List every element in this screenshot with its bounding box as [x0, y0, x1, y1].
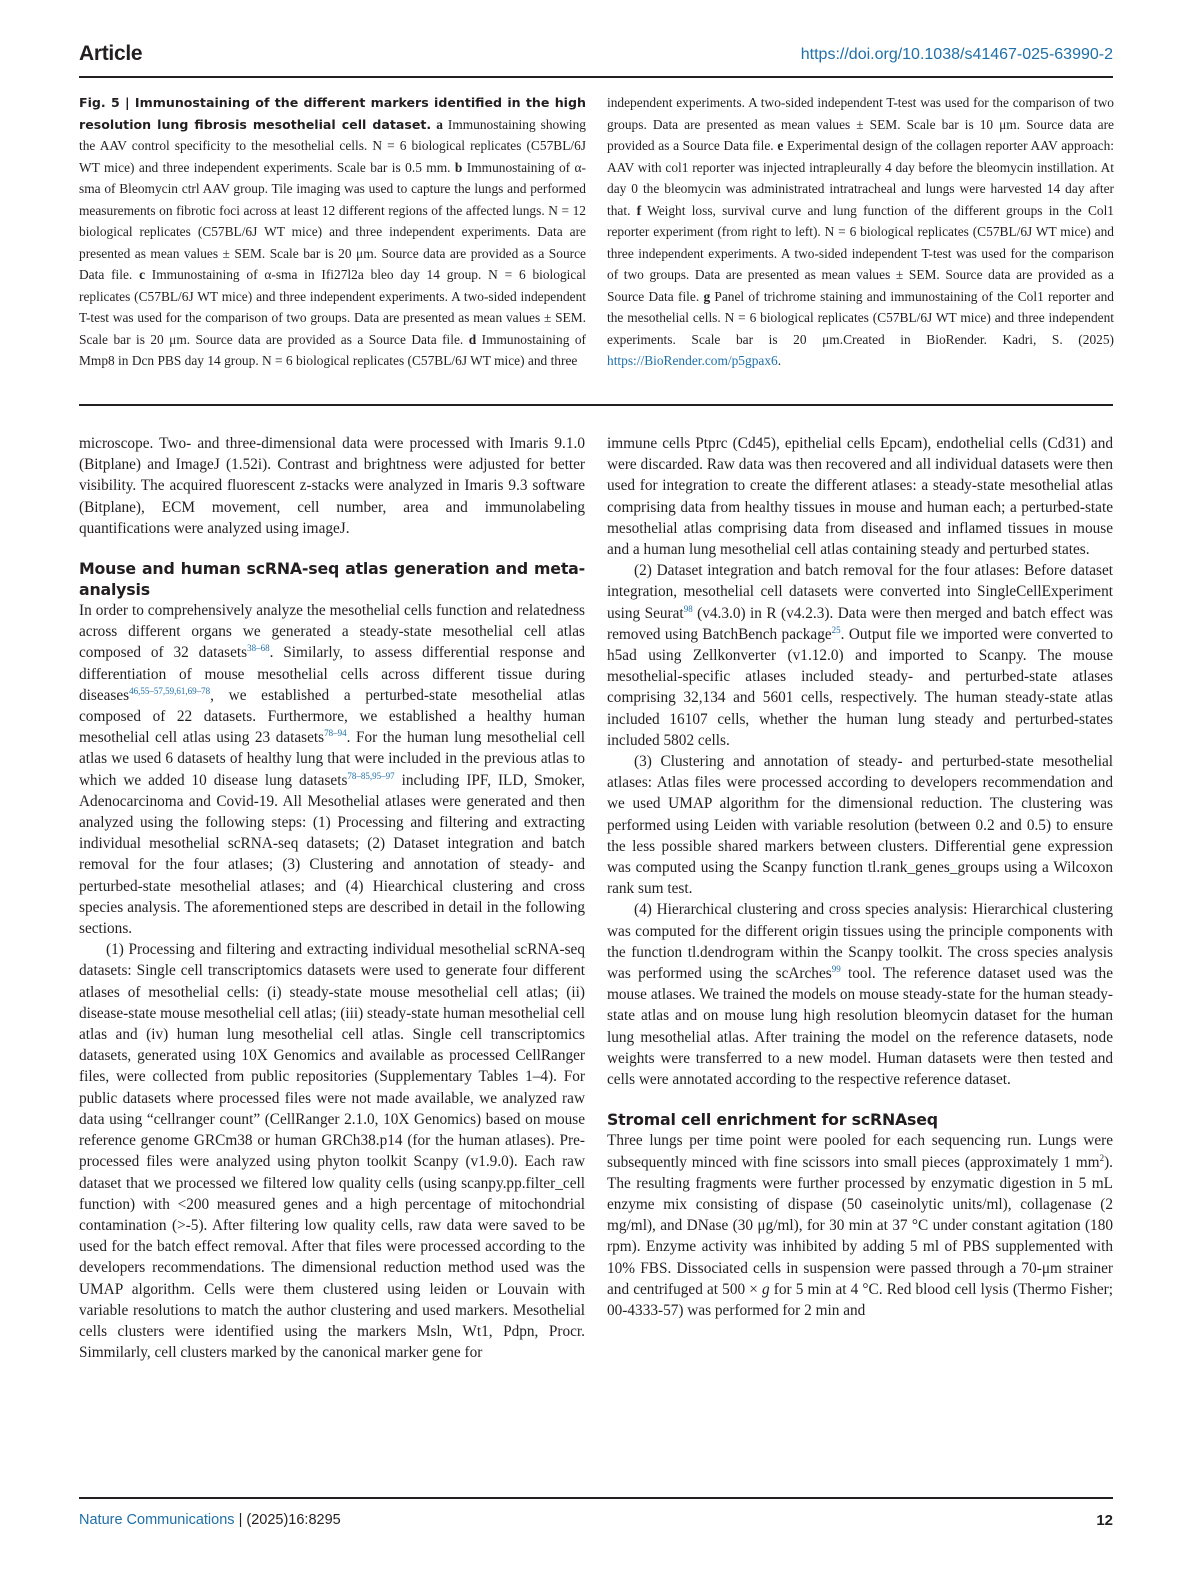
- page-header: [79, 42, 1113, 70]
- panel-c-label: c: [139, 267, 146, 282]
- footer-rule: [79, 1497, 1113, 1499]
- text: (2) Dataset integration and batch removal for the four atlases: Before dataset integration, mesothelial cell datasets were converted into SingleCellExperiment using Seurat: [607, 562, 1113, 622]
- text: Three lungs per time point were pooled for each sequencing run. Lungs were subsequently minced with fine scissors into small pieces (approximately 1 mm: [607, 1132, 1113, 1171]
- figure-title: Immunostaining of the different markers identified in the high resolution lung fibrosis mesothelial cell dataset.: [79, 95, 586, 132]
- panel-f-label: f: [636, 202, 642, 218]
- panel-f-text: Weight loss, survival curve and lung function of the different groups in the Col1 reporter experiment (from right to left). N = 6 biological replicates (C57BL/6J WT mice) and three independent experiments. A two-sided independent T-test was used for the comparison of two groups. Data are presented as mean values ± SEM. Source data are provided as a Source Data file.: [607, 202, 1114, 304]
- panel-a-label: a: [436, 116, 443, 132]
- paragraph-stromal: [607, 1130, 1113, 1321]
- reference-link[interactable]: 38–68: [247, 643, 270, 654]
- paragraph: immune cells Ptprc (Cd45), epithelial cells Epcam), endothelial cells (Cd31) and were discarded. Raw data was then recovered and all individual datasets were then used for integration to create the different atlases: a steady-state mesothelial atlas comprising data from healthy tissues in mouse and human each; a perturbed-state mesothelial atlas comprising data from diseased and inflamed tissues in mouse and a human lung mesothelial cell atlas containing steady and perturbed states.: [607, 435, 1113, 559]
- header-rule: [79, 76, 1113, 78]
- paragraph-step-3: (3) Clustering and annotation of steady- and perturbed-state mesothelial atlases: Atlas files were processed according to developers recommendation and we used UMAP algorithm for the dimensional reduction. The clustering was performed using Leiden with variable resolution (between 0.2 and 0.5) to ensure the less possible shared markers between clusters. Differential gene expression was computed using the Scanpy function tl.rank_genes_groups using a Wilcoxon rank sum test.: [607, 753, 1113, 898]
- reference-link[interactable]: 99: [831, 964, 841, 975]
- reference-link[interactable]: 78–85,95–97: [347, 770, 395, 781]
- doi-link[interactable]: https://doi.org/10.1038/s41467-025-63990-2: [800, 46, 1113, 63]
- paragraph-step-2: [607, 560, 1113, 751]
- text: (4) Hierarchical clustering and cross species analysis: Hierarchical clustering was computed for the different origin tissues using the principle components with the function tl.dendrogram within the Scanpy toolkit. The cross species analysis was performed using the scArches: [607, 901, 1113, 983]
- reference-link[interactable]: 98: [683, 603, 693, 614]
- text: In order to comprehensively analyze the mesothelial cells function and relatedness across different organs we generated a steady-state mesothelial cell atlas composed of 32 datasets: [79, 602, 585, 662]
- body-column-right: [607, 433, 1113, 1321]
- figure-caption-left: [79, 92, 586, 372]
- panel-g-text: Panel of trichrome staining and immunostaining of the Col1 reporter and the mesothelial cells. N = 6 biological replicates (C57BL/6J WT mice) and three independent experiments. Scale bar is 20 μm.Created in BioRender. Kadri, S. (2025): [607, 288, 1114, 347]
- paragraph-step-4: [607, 899, 1113, 1090]
- body-column-left: [79, 433, 585, 1363]
- caption-rule: [79, 404, 1113, 406]
- text: (v4.3.0) in R (v4.2.3). Data were then merged and batch effect was removed using BatchBench package: [607, 604, 1113, 643]
- section-label: Article: [79, 42, 143, 65]
- paragraph-atlas-intro: [79, 600, 585, 939]
- panel-a-text: Immunostaining showing the AAV control specificity to the mesothelial cells. N = 6 biological replicates (C57BL/6J WT mice) and three independent experiments. Scale bar is 0.5 mm.: [79, 116, 586, 175]
- section-heading-stromal: Stromal cell enrichment for scRNAseq: [607, 1110, 938, 1130]
- text: ). The resulting fragments were further processed by enzymatic digestion in 5 mL enzyme mix consisting of dispase (50 caseinolytic units/ml), collagenase (2 mg/ml), and DNase (30 μg/ml), for 30 min at 37 °C under constant agitation (180 rpm). Enzyme activity was inhibited by adding 5 ml of PBS supplemented with 10% FBS. Dissociated cells in suspension were passed through a 70-μm strainer and centrifuged at 500 ×: [607, 1153, 1113, 1298]
- reference-link[interactable]: 25: [831, 624, 841, 635]
- page-number: 12: [1096, 1512, 1113, 1529]
- journal-name[interactable]: Nature Communications: [79, 1512, 235, 1528]
- text: including IPF, ILD, Smoker, Adenocarcinoma and Covid-19. All Mesothelial atlases were generated and then analyzed using the following steps: (1) Processing and filtering and extracting individual mesothelial scRNA-seq datasets; (2) Dataset integration and batch removal for the four atlases; (3) Clustering and annotation of steady- and perturbed-state mesothelial atlases; and (4) Hiearchical clustering and cross species analysis. The aforementioned steps are described in detail in the following sections.: [79, 771, 585, 938]
- reference-link[interactable]: 46,55–57,59,61,69–78: [129, 685, 211, 696]
- panel-d-label: d: [468, 331, 477, 347]
- figure-label: Fig. 5 |: [79, 95, 135, 110]
- panel-b-text: Immunostaining of α-sma of Bleomycin ctrl AAV group. Tile imaging was used to capture the lungs and performed measurements on fibrotic foci across at least 12 different regions of the affected lungs. N = 12 biological replicates (C57BL/6J WT mice) and three independent experiments. Data are presented as mean values ± SEM. Scale bar is 20 μm. Source data are provided as a Source Data file.: [79, 159, 587, 282]
- text: . Similarly, to assess differential response and differentiation of mouse mesothelial cells across different tissue during diseases: [79, 644, 585, 704]
- italic-g: g: [762, 1280, 770, 1298]
- text: tool. The reference dataset used was the mouse atlases. We trained the models on mouse steady-state for the human steady-state atlas and on mouse lung high resolution bleomycin dataset for the human lung mesothelial atlas. After training the model on the reference datasets, node weights were transferred to a new model. Human datasets were then tested and cells were annotated according to the respective reference dataset.: [607, 965, 1113, 1089]
- panel-b-label: b: [454, 159, 463, 175]
- panel-e-text: Experimental design of the collagen reporter AAV approach: AAV with col1 reporter was injected intrapleurally 4 day before the bleomycin instillation. At day 0 the bleomycin was administrated intratracheal and lungs were harvested 14 day after that.: [607, 138, 1115, 218]
- text: , we established a perturbed-state mesothelial atlas composed of 22 datasets. Furthermore, we established a healthy human mesothelial cell atlas using 23 datasets: [79, 686, 585, 747]
- paragraph-step-1: (1) Processing and filtering and extracting individual mesothelial scRNA-seq datasets: Single cell transcriptomics datasets were used to generate four different atlases of mesothelial cells: (i) steady-state mouse mesothelial cell atlas; (ii) disease-state mouse mesothelial cell atlas; (iii) steady-state human mesothelial cell atlas and (iv) human lung mesothelial cell atlas. Single cell transcriptomics datasets, generated using 10X Genomics and available as processed CellRanger files, were collected from public repositories (Supplementary Tables 1–4). For public datasets where processed files were not made available, we analyzed raw data using “cellranger count” (CellRanger 2.1.0, 10X Genomics) based on mouse reference genome GRCm38 or human GRCh38.p14 (for the human atlases). Pre-processed files were analyzed using phyton toolkit Scanpy (v1.9.0). Each raw dataset that we processed we filtered low quality cells (using scanpy.pp.filter_cell function) with <200 measured genes and a high percentage of mitochondrial contamination (>-5). After filtering low quality cells, raw data were saved to be used for the batch effect removal. After that files were processed according to the developers recommendations. The dimensional reduction method used was the UMAP algorithm. Cells were them clustered using leiden or Louvain with variable resolutions to match the author clustering and used markers. Mesothelial cells clusters were identified using the markers Msln, Wt1, Pdpn, Procr. Simmilarly, cell clusters marked by the canonical marker gene for: [79, 941, 585, 1362]
- panel-d-text: Immunostaining of Mmp8 in Dcn PBS day 14 group. N = 6 biological replicates (C57BL/6J WT mice) and three: [79, 331, 586, 368]
- text: . Output file we imported were converted to h5ad using Zellkonverter (v1.12.0) and imported to Scanpy. The mouse mesothelial-specific atlases included steady- and perturbed-state atlases comprising 32,134 and 5601 cells, respectively. The human steady-state atlas included 16107 cells, whether the human lung steady and perturbed-states included 5802 cells.: [607, 625, 1114, 749]
- text: . For the human lung mesothelial cell atlas we used 6 datasets of healthy lung that were included in the previous atlas to which we added 10 disease lung datasets: [79, 729, 585, 789]
- reference-link[interactable]: 78–94: [324, 728, 347, 739]
- citation: | (2025)16:8295: [234, 1512, 341, 1528]
- page-footer: [79, 1512, 1113, 1534]
- panel-e-label: e: [777, 138, 784, 153]
- caption-end: .: [777, 353, 782, 368]
- paragraph: microscope. Two- and three-dimensional data were processed with Imaris 9.1.0 (Bitplane) and ImageJ (1.52i). Contrast and brightness were adjusted for better visibility. The acquired fluorescent z-stacks were analyzed in Imaris 9.3 software (Bitplane), ECM movement, cell number, area and immunolabeling quantifications were analyzed using imageJ.: [79, 435, 585, 537]
- panel-g-label: g: [703, 288, 711, 304]
- figure-caption-right: [607, 92, 1114, 372]
- text: for 5 min at 4 °C. Red blood cell lysis (Thermo Fisher; 00-4333-57) was performed for 2 min and: [607, 1280, 1113, 1319]
- section-heading-atlas: Mouse and human scRNA-seq atlas generation and meta-analysis: [79, 559, 585, 600]
- superscript: 2: [1099, 1152, 1105, 1163]
- panel-c-text: Immunostaining of α-sma in Ifi27l2a bleo day 14 group. N = 6 biological replicates (C57BL/6J WT mice) and three independent experiments. A two-sided independent T-test was used for the comparison of two groups. Data are presented as mean values ± SEM. Scale bar is 20 μm. Source data are provided as a Source Data file.: [79, 267, 586, 347]
- biorender-link[interactable]: https://BioRender.com/p5gpax6: [607, 353, 778, 368]
- panel-d-text-continued: independent experiments. A two-sided independent T-test was used for the comparison of two groups. Data are presented as mean values ± SEM. Scale bar is 10 μm. Source data are provided as a Source Data file.: [607, 95, 1114, 153]
